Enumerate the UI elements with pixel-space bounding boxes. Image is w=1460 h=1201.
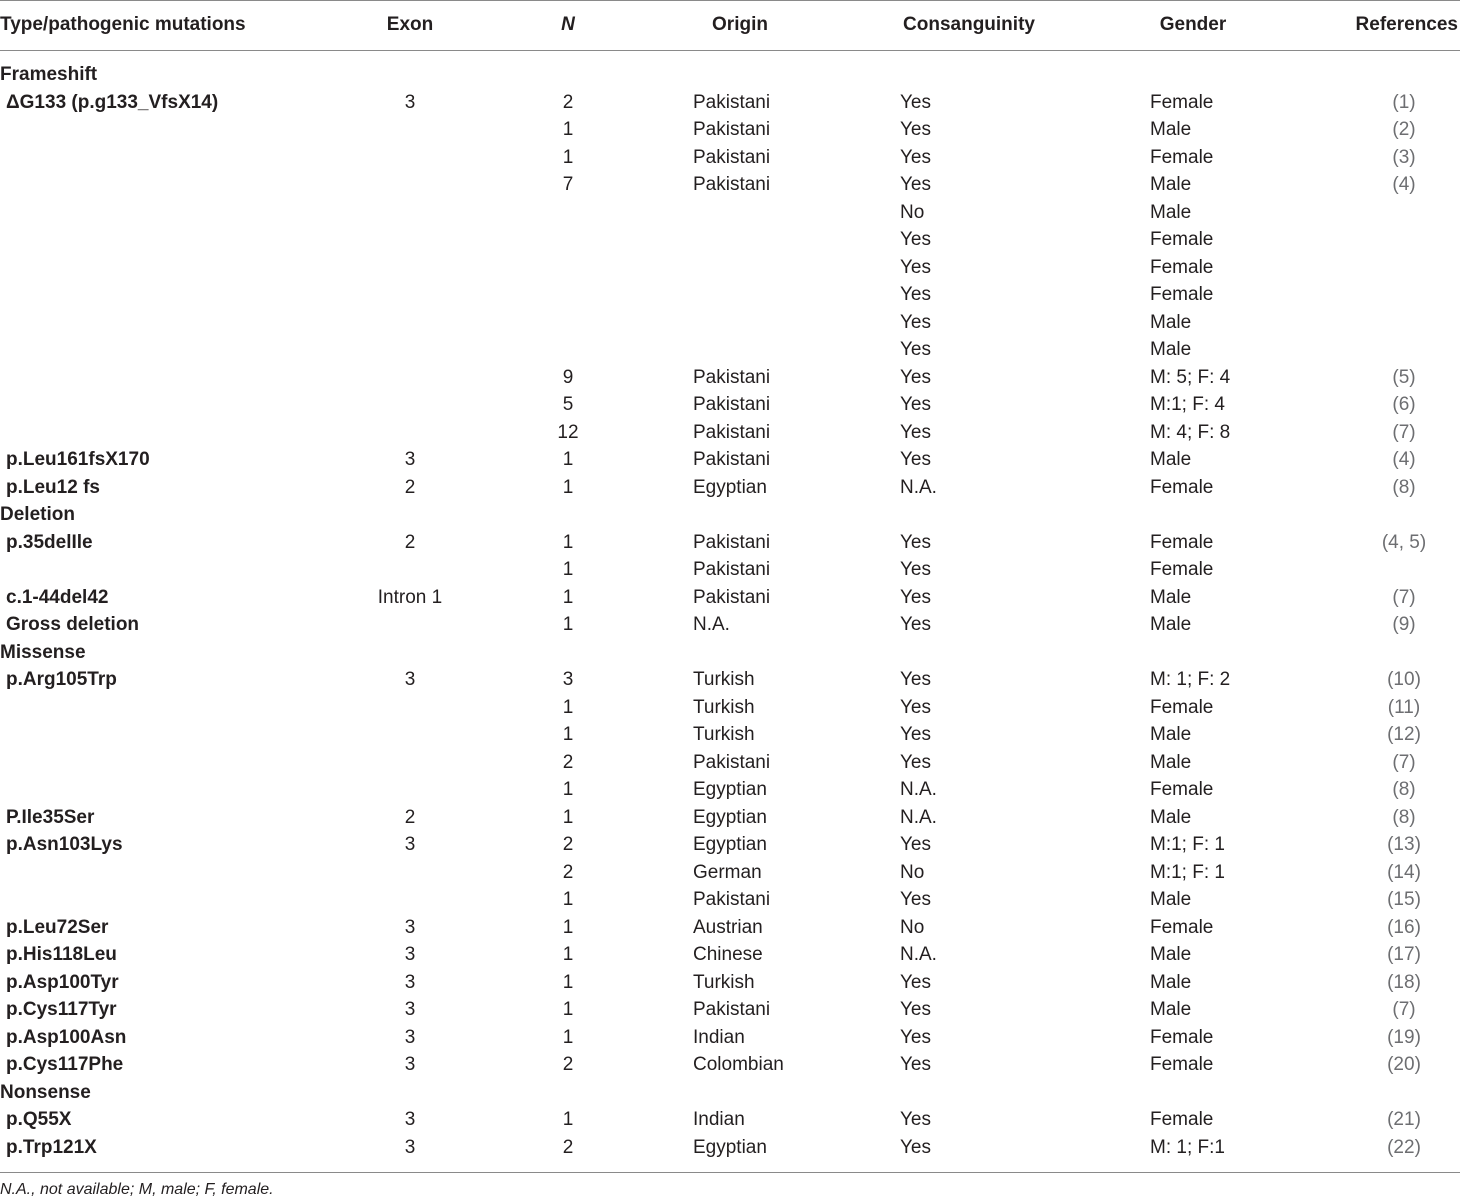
origin-cell: Pakistani: [693, 449, 771, 470]
table-row: [0, 887, 1460, 914]
exon-cell: 2: [404, 806, 416, 828]
n-cell: 2: [562, 861, 574, 883]
table-row: [0, 997, 1460, 1024]
mutation-cell: p.Asp100Tyr: [6, 971, 119, 993]
consanguinity-cell: Yes: [900, 1109, 931, 1130]
mutation-cell: p.35delIle: [6, 531, 93, 553]
consanguinity-cell: Yes: [900, 229, 931, 250]
mutation-cell: P.Ile35Ser: [6, 806, 95, 828]
origin-cell: Turkish: [693, 724, 755, 745]
gender-cell: M:1; F: 4: [1150, 394, 1225, 415]
gender-cell: Female: [1150, 916, 1214, 938]
gender-cell: Male: [1150, 944, 1192, 965]
exon-cell: 3: [404, 1109, 416, 1130]
gender-cell: Male: [1150, 971, 1192, 993]
n-cell: 1: [562, 119, 574, 140]
top-rule: [0, 0, 1460, 1]
table-row: [0, 557, 1460, 584]
consanguinity-cell: Yes: [900, 366, 931, 388]
reference-cell: (18): [1387, 971, 1421, 993]
origin-cell: German: [693, 861, 762, 883]
exon-cell: 3: [404, 91, 416, 113]
gender-cell: M: 5; F: 4: [1150, 366, 1231, 388]
reference-cell: (22): [1387, 1136, 1421, 1158]
consanguinity-cell: Yes: [900, 1054, 931, 1075]
consanguinity-cell: Yes: [900, 559, 931, 580]
n-cell: 7: [562, 174, 574, 195]
gender-cell: Male: [1150, 449, 1192, 470]
exon-cell: 3: [404, 1026, 416, 1048]
consanguinity-cell: Yes: [900, 339, 931, 360]
gender-cell: Female: [1150, 531, 1214, 553]
reference-cell: (7): [1392, 751, 1416, 773]
n-cell: 1: [562, 724, 574, 745]
reference-cell: (19): [1387, 1026, 1421, 1048]
reference-cell: (17): [1387, 944, 1421, 965]
origin-cell: Turkish: [693, 971, 755, 993]
reference-cell: (6): [1392, 394, 1416, 415]
consanguinity-cell: Yes: [900, 1136, 931, 1158]
consanguinity-cell: Yes: [900, 999, 931, 1020]
table-row: [0, 1107, 1460, 1134]
exon-cell: 3: [404, 944, 416, 965]
mutation-cell: p.His118Leu: [6, 944, 117, 965]
table-footnote: N.A., not available; M, male; F, female.: [0, 1181, 274, 1198]
table-row: [0, 970, 1460, 997]
consanguinity-cell: No: [900, 201, 925, 223]
gender-cell: Male: [1150, 724, 1192, 745]
reference-cell: (1): [1392, 91, 1416, 113]
exon-cell: Intron 1: [377, 586, 443, 608]
n-cell: 1: [562, 971, 574, 993]
origin-cell: Pakistani: [693, 119, 771, 140]
consanguinity-cell: Yes: [900, 889, 931, 910]
origin-cell: N.A.: [693, 614, 730, 635]
reference-cell: (4): [1392, 174, 1416, 195]
exon-cell: 3: [404, 669, 416, 690]
table-row: [0, 337, 1460, 364]
gender-cell: M:1; F: 1: [1150, 861, 1225, 883]
gender-cell: M: 1; F:1: [1150, 1136, 1225, 1158]
gender-cell: Male: [1150, 999, 1192, 1020]
table-row: [0, 255, 1460, 282]
reference-cell: (10): [1387, 669, 1421, 690]
section-label: Missense: [0, 641, 86, 663]
gender-cell: Female: [1150, 1026, 1214, 1048]
gender-cell: Female: [1150, 1054, 1214, 1075]
table-row: [0, 1135, 1460, 1162]
consanguinity-cell: Yes: [900, 146, 931, 168]
n-cell: 1: [562, 806, 574, 828]
consanguinity-cell: No: [900, 861, 925, 883]
consanguinity-cell: Yes: [900, 696, 931, 718]
section-label: Frameshift: [0, 64, 98, 85]
consanguinity-cell: N.A.: [900, 476, 937, 498]
n-cell: 1: [562, 476, 574, 498]
mutation-cell: Gross deletion: [6, 614, 140, 635]
reference-cell: (7): [1392, 421, 1416, 443]
n-cell: 2: [562, 1136, 574, 1158]
section-row: [0, 502, 1460, 529]
reference-cell: (21): [1387, 1109, 1421, 1130]
gender-cell: Female: [1150, 91, 1214, 113]
n-cell: 9: [562, 366, 574, 388]
reference-cell: (7): [1392, 586, 1416, 608]
n-cell: 1: [562, 889, 574, 910]
origin-cell: Pakistani: [693, 394, 771, 415]
origin-cell: Egyptian: [693, 806, 767, 828]
section-label: Deletion: [0, 504, 75, 525]
n-cell: 1: [562, 586, 574, 608]
reference-cell: (16): [1387, 916, 1421, 938]
table-row: [0, 667, 1460, 694]
reference-cell: (4): [1392, 449, 1416, 470]
reference-cell: (12): [1387, 724, 1421, 745]
consanguinity-cell: Yes: [900, 724, 931, 745]
reference-cell: (7): [1392, 999, 1416, 1020]
gender-cell: Female: [1150, 476, 1214, 498]
reference-cell: (8): [1392, 779, 1416, 800]
origin-cell: Pakistani: [693, 174, 771, 195]
exon-cell: 3: [404, 834, 416, 855]
consanguinity-cell: N.A.: [900, 806, 937, 828]
exon-cell: 3: [404, 1054, 416, 1075]
n-cell: 1: [562, 614, 574, 635]
gender-cell: M:1; F: 1: [1150, 834, 1225, 855]
consanguinity-cell: Yes: [900, 119, 931, 140]
table-row: [0, 805, 1460, 832]
gender-cell: Male: [1150, 806, 1192, 828]
n-cell: 12: [557, 421, 579, 443]
reference-cell: (2): [1392, 119, 1416, 140]
origin-cell: Pakistani: [693, 751, 771, 773]
n-cell: 1: [562, 1026, 574, 1048]
n-cell: 1: [562, 449, 574, 470]
reference-cell: (13): [1387, 834, 1421, 855]
mutation-cell: p.Q55X: [6, 1109, 72, 1130]
n-cell: 5: [562, 394, 574, 415]
consanguinity-cell: Yes: [900, 586, 931, 608]
gender-cell: Male: [1150, 751, 1192, 773]
table-row: [0, 227, 1460, 254]
consanguinity-cell: Yes: [900, 311, 931, 333]
origin-cell: Egyptian: [693, 476, 767, 498]
reference-cell: (14): [1387, 861, 1421, 883]
table-row: [0, 777, 1460, 804]
n-cell: 1: [562, 696, 574, 718]
gender-cell: Male: [1150, 119, 1192, 140]
consanguinity-cell: Yes: [900, 256, 931, 278]
exon-cell: 3: [404, 916, 416, 938]
table-row: [0, 310, 1460, 337]
exon-cell: 3: [404, 999, 416, 1020]
table-row: [0, 172, 1460, 199]
gender-cell: M: 4; F: 8: [1150, 421, 1231, 443]
header-origin: Origin: [712, 14, 768, 35]
origin-cell: Austrian: [693, 916, 763, 938]
bottom-rule: [0, 1172, 1460, 1173]
table-row: [0, 90, 1460, 117]
exon-cell: 2: [404, 476, 416, 498]
origin-cell: Pakistani: [693, 586, 771, 608]
table-row: [0, 860, 1460, 887]
n-cell: 2: [562, 751, 574, 773]
gender-cell: Female: [1150, 256, 1214, 278]
origin-cell: Pakistani: [693, 91, 771, 113]
table-row: [0, 392, 1460, 419]
mutation-cell: ΔG133 (p.g133_VfsX14): [6, 91, 219, 113]
origin-cell: Pakistani: [693, 421, 771, 443]
consanguinity-cell: Yes: [900, 1026, 931, 1048]
table-row: [0, 942, 1460, 969]
origin-cell: Chinese: [693, 944, 763, 965]
origin-cell: Turkish: [693, 696, 755, 718]
header-gender: Gender: [1159, 14, 1227, 35]
table-row: [0, 475, 1460, 502]
consanguinity-cell: Yes: [900, 614, 931, 635]
mutation-cell: p.Arg105Trp: [6, 669, 117, 690]
table-row: [0, 145, 1460, 172]
mutation-cell: p.Cys117Phe: [6, 1054, 124, 1075]
mutation-cell: p.Asp100Asn: [6, 1026, 127, 1048]
header-rule: [0, 50, 1460, 51]
gender-cell: Female: [1150, 229, 1214, 250]
gender-cell: M: 1; F: 2: [1150, 669, 1231, 690]
section-row: [0, 1080, 1460, 1107]
section-label: Nonsense: [0, 1081, 91, 1103]
reference-cell: (3): [1392, 146, 1416, 168]
n-cell: 1: [562, 1109, 574, 1130]
table-row: [0, 420, 1460, 447]
gender-cell: Male: [1150, 614, 1192, 635]
table-row: [0, 612, 1460, 639]
n-cell: 1: [562, 944, 574, 965]
n-cell: 1: [562, 999, 574, 1020]
origin-cell: Pakistani: [693, 146, 771, 168]
n-cell: 1: [562, 531, 574, 553]
n-cell: 1: [562, 146, 574, 168]
n-cell: 3: [562, 669, 574, 690]
reference-cell: (5): [1392, 366, 1416, 388]
consanguinity-cell: Yes: [900, 669, 931, 690]
n-cell: 1: [562, 916, 574, 938]
origin-cell: Indian: [693, 1026, 745, 1048]
n-cell: 1: [562, 559, 574, 580]
mutation-cell: p.Leu12 fs: [6, 476, 100, 498]
origin-cell: Pakistani: [693, 559, 771, 580]
exon-cell: 3: [404, 971, 416, 993]
reference-cell: (8): [1392, 476, 1416, 498]
header-n: N: [561, 14, 575, 35]
origin-cell: Egyptian: [693, 834, 767, 855]
table-row: [0, 750, 1460, 777]
mutation-cell: p.Trp121X: [6, 1136, 97, 1158]
consanguinity-cell: Yes: [900, 91, 931, 113]
header-mutation: Type/pathogenic mutations: [0, 14, 246, 35]
consanguinity-cell: Yes: [900, 394, 931, 415]
reference-cell: (15): [1387, 889, 1421, 910]
consanguinity-cell: Yes: [900, 834, 931, 855]
origin-cell: Colombian: [693, 1054, 784, 1075]
table-row: [0, 447, 1460, 474]
gender-cell: Female: [1150, 146, 1214, 168]
consanguinity-cell: Yes: [900, 284, 931, 305]
gender-cell: Female: [1150, 779, 1214, 800]
origin-cell: Turkish: [693, 669, 755, 690]
origin-cell: Indian: [693, 1109, 745, 1130]
origin-cell: Pakistani: [693, 366, 771, 388]
mutation-cell: c.1-44del42: [6, 586, 109, 608]
table-row: [0, 832, 1460, 859]
n-cell: 1: [562, 779, 574, 800]
gender-cell: Male: [1150, 339, 1192, 360]
origin-cell: Egyptian: [693, 779, 767, 800]
table-row: [0, 1052, 1460, 1079]
table-row: [0, 530, 1460, 557]
gender-cell: Male: [1150, 201, 1192, 223]
table-row: [0, 365, 1460, 392]
consanguinity-cell: Yes: [900, 449, 931, 470]
gender-cell: Female: [1150, 1109, 1214, 1130]
header-consanguinity: Consanguinity: [903, 14, 1035, 35]
exon-cell: 3: [404, 1136, 416, 1158]
origin-cell: Pakistani: [693, 889, 771, 910]
consanguinity-cell: Yes: [900, 531, 931, 553]
n-cell: 2: [562, 834, 574, 855]
origin-cell: Egyptian: [693, 1136, 767, 1158]
table-row: [0, 282, 1460, 309]
header-references: References: [1355, 14, 1458, 35]
gender-cell: Female: [1150, 284, 1214, 305]
mutation-cell: p.Leu72Ser: [6, 916, 109, 938]
mutation-cell: p.Asn103Lys: [6, 834, 123, 855]
section-row: [0, 62, 1460, 89]
gender-cell: Male: [1150, 311, 1192, 333]
exon-cell: 3: [404, 449, 416, 470]
table-row: [0, 1025, 1460, 1052]
table-row: [0, 117, 1460, 144]
consanguinity-cell: Yes: [900, 751, 931, 773]
consanguinity-cell: N.A.: [900, 779, 937, 800]
n-cell: 2: [562, 91, 574, 113]
table-row: [0, 585, 1460, 612]
table-row: [0, 695, 1460, 722]
section-row: [0, 640, 1460, 667]
table-row: [0, 722, 1460, 749]
gender-cell: Female: [1150, 559, 1214, 580]
mutation-cell: p.Cys117Tyr: [6, 999, 117, 1020]
table-row: [0, 200, 1460, 227]
reference-cell: (11): [1387, 696, 1421, 718]
consanguinity-cell: N.A.: [900, 944, 937, 965]
gender-cell: Male: [1150, 586, 1192, 608]
exon-cell: 2: [404, 531, 416, 553]
reference-cell: (9): [1392, 614, 1416, 635]
gender-cell: Female: [1150, 696, 1214, 718]
consanguinity-cell: Yes: [900, 421, 931, 443]
n-cell: 2: [562, 1054, 574, 1075]
mutation-cell: p.Leu161fsX170: [6, 449, 150, 470]
consanguinity-cell: Yes: [900, 174, 931, 195]
origin-cell: Pakistani: [693, 999, 771, 1020]
gender-cell: Male: [1150, 889, 1192, 910]
consanguinity-cell: Yes: [900, 971, 931, 993]
header-exon: Exon: [386, 14, 434, 35]
gender-cell: Male: [1150, 174, 1192, 195]
origin-cell: Pakistani: [693, 531, 771, 553]
consanguinity-cell: No: [900, 916, 925, 938]
table-row: [0, 915, 1460, 942]
reference-cell: (8): [1392, 806, 1416, 828]
reference-cell: (4, 5): [1381, 531, 1427, 553]
reference-cell: (20): [1387, 1054, 1421, 1075]
